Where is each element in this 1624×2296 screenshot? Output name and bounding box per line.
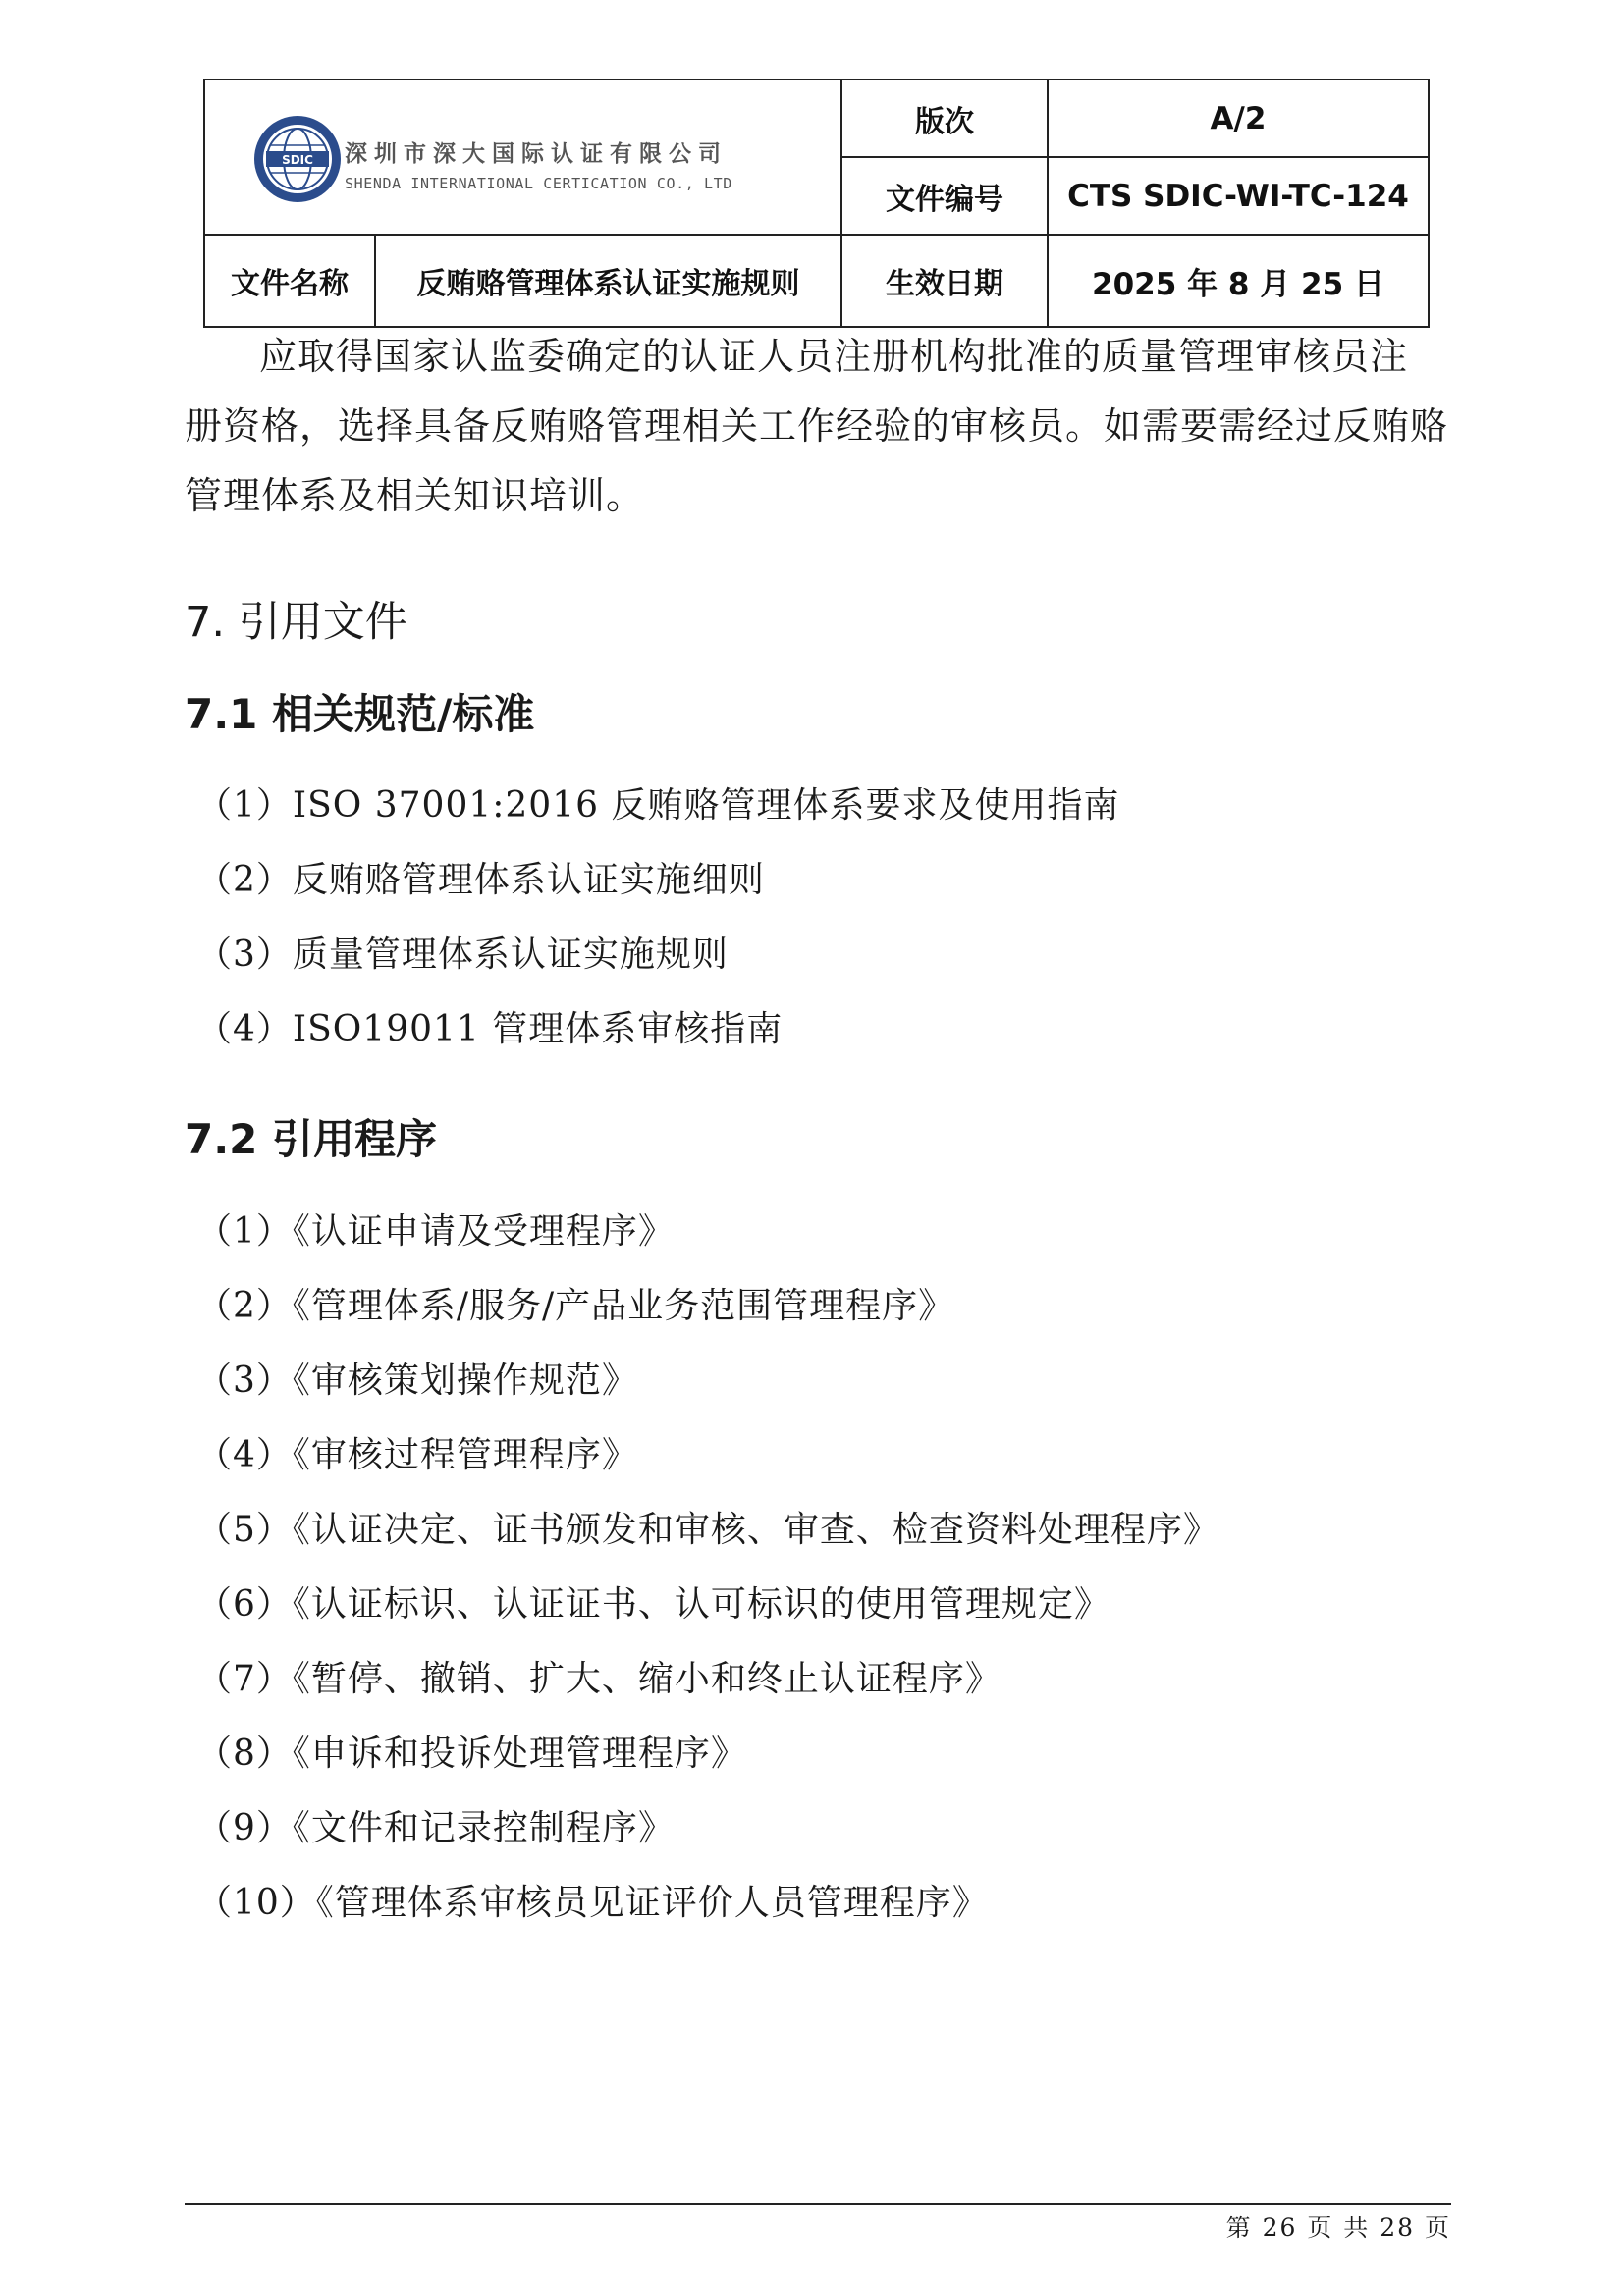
- body-paragraph-line-2: 册资格，选择具备反贿赂管理相关工作经验的审核员。如需要需经过反贿赂: [185, 404, 1449, 448]
- company-logo-icon: [252, 114, 343, 204]
- doc-name-value: 反贿赂管理体系认证实施规则: [375, 235, 841, 327]
- procedure-item-7: （7）《暂停、撤销、扩大、缩小和终止认证程序》: [196, 1659, 1001, 1699]
- doc-name-label: 文件名称: [204, 235, 375, 327]
- standard-item-2: （2）反贿赂管理体系认证实施细则: [196, 860, 765, 900]
- procedure-item-4: （4）《审核过程管理程序》: [196, 1435, 638, 1475]
- body-paragraph-line-3: 管理体系及相关知识培训。: [185, 474, 645, 517]
- doc-number-value: CTS SDIC-WI-TC-124: [1048, 157, 1429, 235]
- footer-divider: [185, 2203, 1451, 2205]
- procedure-item-9: （9）《文件和记录控制程序》: [196, 1808, 675, 1848]
- standard-item-3: （3）质量管理体系认证实施规则: [196, 934, 729, 975]
- logo-text: SDIC: [282, 153, 313, 167]
- procedure-item-10: （10）《管理体系审核员见证评价人员管理程序》: [196, 1883, 989, 1923]
- standard-item-4: （4）ISO19011 管理体系审核指南: [196, 1009, 784, 1049]
- procedure-item-2: （2）《管理体系/服务/产品业务范围管理程序》: [196, 1286, 955, 1326]
- procedure-item-3: （3）《审核策划操作规范》: [196, 1361, 638, 1401]
- section-7-heading: 7. 引用文件: [185, 598, 407, 647]
- company-name-cn: 深圳市深大国际认证有限公司: [345, 141, 728, 167]
- company-logo-cell: [204, 80, 841, 235]
- header-table: [203, 79, 1430, 328]
- effective-date-label: 生效日期: [841, 235, 1048, 327]
- standard-item-1: （1）ISO 37001:2016 反贿赂管理体系要求及使用指南: [196, 785, 1120, 826]
- version-value: A/2: [1048, 80, 1429, 157]
- doc-number-label: 文件编号: [841, 157, 1048, 235]
- procedure-item-1: （1）《认证申请及受理程序》: [196, 1211, 675, 1252]
- effective-date-value: 2025 年 8 月 25 日: [1048, 235, 1429, 327]
- body-paragraph-line-1: 应取得国家认监委确定的认证人员注册机构批准的质量管理审核员注: [259, 335, 1409, 378]
- section-7-1-heading: 7.1 相关规范/标准: [185, 690, 535, 738]
- company-name-en: SHENDA INTERNATIONAL CERTICATION CO., LTD: [345, 175, 732, 192]
- procedure-item-5: （5）《认证决定、证书颁发和审核、审查、检查资料处理程序》: [196, 1510, 1219, 1550]
- section-7-2-heading: 7.2 引用程序: [185, 1115, 438, 1163]
- page-number: 第 26 页 共 28 页: [1225, 2214, 1451, 2242]
- procedure-item-6: （6）《认证标识、认证证书、认可标识的使用管理规定》: [196, 1584, 1110, 1625]
- procedure-item-8: （8）《申诉和投诉处理管理程序》: [196, 1734, 747, 1774]
- version-label: 版次: [841, 80, 1048, 157]
